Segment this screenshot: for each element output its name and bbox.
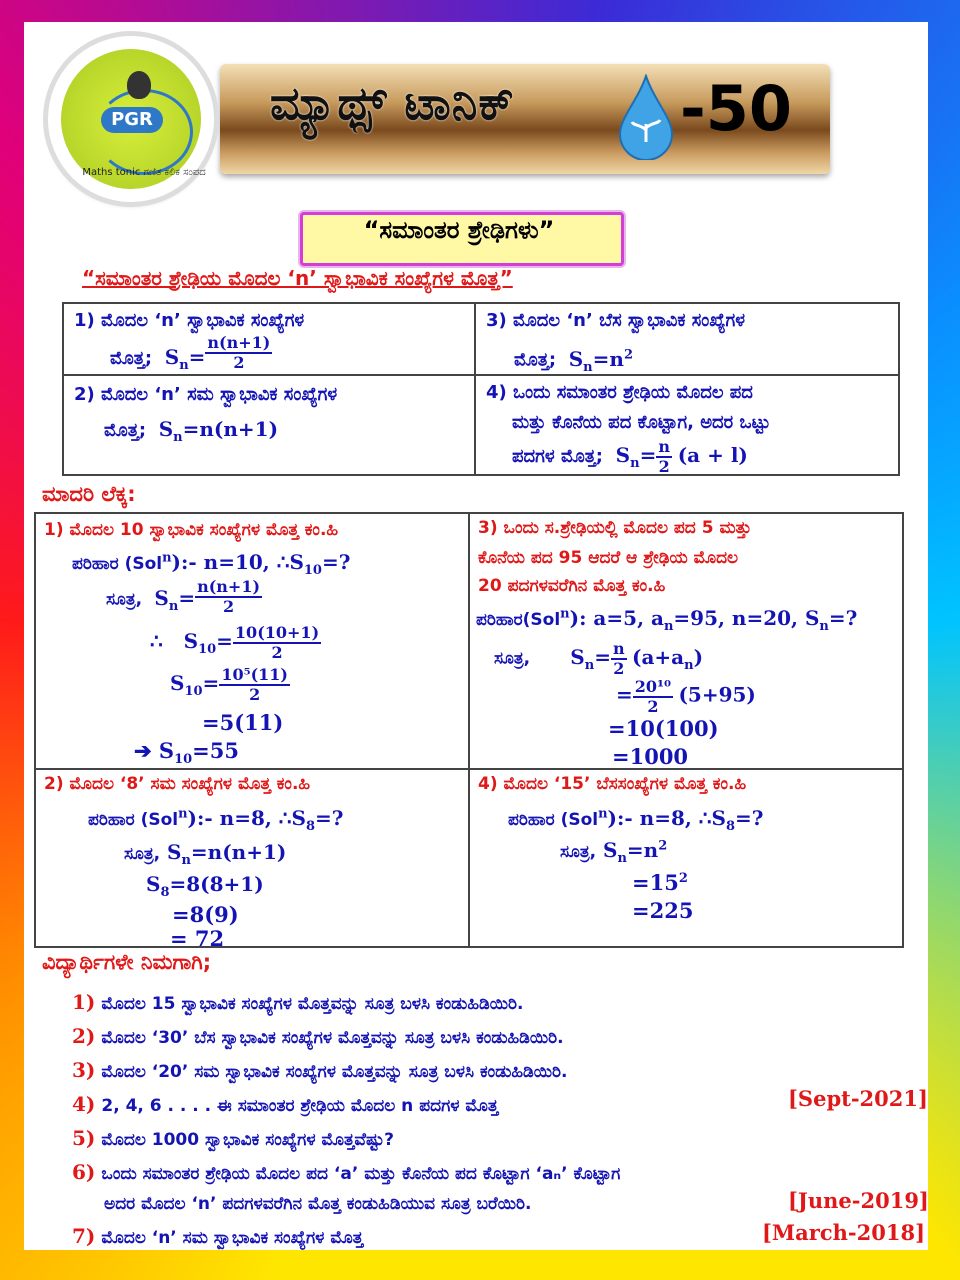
exam-tag: [Sept-2021] <box>788 1086 928 1111</box>
example-3-step-2: = $\frac{\text{20¹⁰}}{2}$ (5+95) <box>616 677 756 716</box>
example-2-step-1: ಸೂತ್ರ, $S_n=n(n+1)$ <box>124 840 287 868</box>
water-drop-icon <box>616 74 676 160</box>
logo-disc <box>61 49 206 189</box>
exercise-item: 2) ಮೊದಲ ‘30’ ಬೆಸ ಸ್ವಾಭಾವಿಕ ಸಂಖ್ಯೆಗಳ ಮೊತ್ತವನ್ನು ಸೂತ್ರ ಬಳಸಿ ಕಂಡುಹಿಡಿಯಿರಿ. <box>72 1024 564 1048</box>
logo-text: PGR <box>101 107 163 133</box>
exercise-item: 3) ಮೊದಲ ‘20’ ಸಮ ಸ್ವಾಭಾವಿಕ ಸಂಖ್ಯೆಗಳ ಮೊತ್ತವನ್ನು ಸೂತ್ರ ಬಳಸಿ ಕಂಡುಹಿಡಿಯಿರಿ. <box>72 1058 568 1082</box>
example-1-solution: ಪರಿಹಾರ (Sol$^n$):- n=10, $\therefore S_{10}=$? <box>72 550 351 578</box>
example-2-step-2: $S_8=8(8+1)$ <box>146 872 264 900</box>
exercise-item: 6) ಒಂದು ಸಮಾಂತರ ಶ್ರೇಢಿಯ ಮೊದಲ ಪದ ‘a’ ಮತ್ತು ಕೊನೆಯ ಪದ ಕೊಟ್ಟಾಗ ‘aₙ’ ಕೊಟ್ಟಾಗ <box>72 1160 621 1184</box>
examples-border-right <box>902 512 904 948</box>
portrait-icon <box>127 71 151 99</box>
example-3-step-1: ಸೂತ್ರ, $S_n=$ $\frac{n}{2}$ $(a+a_n)$ <box>494 639 704 678</box>
example-1-step-1: ಸೂತ್ರ, $S_n=$ $\frac{n(n+1)}{2}$ <box>106 577 261 616</box>
page-title: ಮ್ಯಾಥ್ಸ್ ಟಾನಿಕ್ <box>270 76 515 130</box>
formula-3: ಮೊತ್ತ; $S_n=n^2$ <box>514 346 633 375</box>
exam-tag: [June-2019] <box>788 1188 929 1213</box>
example-4-result: =225 <box>632 898 694 923</box>
example-1-step-4: =5(11) <box>202 710 284 735</box>
example-3-question-line1: 3) ಒಂದು ಸ.ಶ್ರೇಢಿಯಲ್ಲಿ ಮೊದಲ ಪದ 5 ಮತ್ತು <box>478 518 752 538</box>
example-3-question-line3: 20 ಪದಗಳವರೆಗಿನ ಮೊತ್ತ ಕಂ.ಹಿ <box>478 576 666 596</box>
issue-number: -50 <box>680 72 793 145</box>
example-2-result: = 72 <box>170 926 225 951</box>
formula-2-text: 2) ಮೊದಲ ‘n’ ಸಮ ಸ್ವಾಭಾವಿಕ ಸಂಖ್ಯೆಗಳ <box>74 384 338 405</box>
exercise-item: 1) ಮೊದಲ 15 ಸ್ವಾಭಾವಿಕ ಸಂಖ್ಯೆಗಳ ಮೊತ್ತವನ್ನು ಸೂತ್ರ ಬಳಸಿ ಕಂಡುಹಿಡಿಯಿರಿ. <box>72 990 524 1014</box>
example-1-result: ➔ $S_{10}=55$ <box>134 738 239 768</box>
section-subheading: “ಸಮಾಂತರ ಶ್ರೇಢಿಯ ಮೊದಲ ‘n’ ಸ್ವಾಭಾವಿಕ ಸಂಖ್ಯೆಗಳ ಮೊತ್ತ” <box>82 266 513 290</box>
examples-heading: ಮಾದರಿ ಲೆಕ್ಕ: <box>42 482 136 506</box>
formula-1: ಮೊತ್ತ; $S_n=$ $\frac{n(n+1)}{2}$ <box>110 333 271 373</box>
example-2-step-3: =8(9) <box>172 902 239 927</box>
example-3-solution: ಪರಿಹಾರ(Sol$^n$): a=5, $a_n=95$, n=20, $S_n=$? <box>476 606 858 634</box>
formula-3-text: 3) ಮೊದಲ ‘n’ ಬೆಸ ಸ್ವಾಭಾವಿಕ ಸಂಖ್ಯೆಗಳ <box>486 310 746 331</box>
formula-4-line2: ಮತ್ತು ಕೊನೆಯ ಪದ ಕೊಟ್ಟಾಗ, ಅದರ ಒಟ್ಟು <box>512 412 771 433</box>
example-2-solution: ಪರಿಹಾರ (Sol$^n$):- n=8, $\therefore S_8=$? <box>88 806 344 834</box>
exercises-heading: ವಿದ್ಯಾರ್ಥಿಗಳೇ ನಿಮಗಾಗಿ; <box>42 950 212 974</box>
formula-1-text: 1) ಮೊದಲ ‘n’ ಸ್ವಾಭಾವಿಕ ಸಂಖ್ಯೆಗಳ <box>74 310 305 331</box>
pgr-logo <box>48 36 214 202</box>
example-4-step-1: ಸೂತ್ರ, $S_n=n^2$ <box>560 838 668 866</box>
table-border-bottom <box>62 474 900 476</box>
exercise-item: 7) ಮೊದಲ ‘n’ ಸಮ ಸ್ವಾಭಾವಿಕ ಸಂಖ್ಯೆಗಳ ಮೊತ್ತ <box>72 1224 364 1248</box>
exercise-item-continuation: ಅದರ ಮೊದಲ ‘n’ ಪದಗಳವರೆಗಿನ ಮೊತ್ತ ಕಂಡುಹಿಡಿಯುವ ಸೂತ್ರ ಬರೆಯಿರಿ. <box>104 1194 532 1214</box>
table-border-left <box>62 302 64 476</box>
logo-subtitle: Maths tonic ಗಣಿತ ಕಲಿಕ ಸಂಪದ <box>82 167 206 178</box>
example-4-step-2: $=15^2$ <box>632 870 688 895</box>
example-2-question: 2) ಮೊದಲ ‘8’ ಸಮ ಸಂಖ್ಯೆಗಳ ಮೊತ್ತ ಕಂ.ಹಿ <box>44 774 311 794</box>
exercise-item: 4) 2, 4, 6 . . . . ಈ ಸಮಾಂತರ ಶ್ರೇಢಿಯ ಮೊದಲ n ಪದಗಳ ಮೊತ್ತ <box>72 1092 499 1116</box>
exercise-item: 5) ಮೊದಲ 1000 ಸ್ವಾಭಾವಿಕ ಸಂಖ್ಯೆಗಳ ಮೊತ್ತವೆಷ್ಟು? <box>72 1126 395 1150</box>
example-3-result: =1000 <box>612 744 689 769</box>
example-1-step-3: $S_{10}=$ $\frac{\text{10⁵(11)}}{2}$ <box>170 665 288 704</box>
example-1-question: 1) ಮೊದಲ 10 ಸ್ವಾಭಾವಿಕ ಸಂಖ್ಯೆಗಳ ಮೊತ್ತ ಕಂ.ಹಿ <box>44 520 339 540</box>
examples-divider <box>468 512 470 948</box>
example-1-step-2: ∴ $S_{10}=$ $\frac{10(10+1)}{2}$ <box>150 623 320 662</box>
formula-4: ಪದಗಳ ಮೊತ್ತ; $S_n=$ $\frac{n}{2}$ (a + l) <box>512 437 748 476</box>
table-border-right <box>898 302 900 476</box>
example-3-question-line2: ಕೊನೆಯ ಪದ 95 ಆದರೆ ಆ ಶ್ರೇಢಿಯ ಮೊದಲ <box>478 548 739 568</box>
example-4-solution: ಪರಿಹಾರ (Sol$^n$):- n=8, $\therefore S_8=$? <box>508 806 764 834</box>
topic-title: “ಸಮಾಂತರ ಶ್ರೇಢಿಗಳು” <box>363 216 555 244</box>
table-divider <box>474 302 476 476</box>
formula-4-line1: 4) ಒಂದು ಸಮಾಂತರ ಶ್ರೇಢಿಯ ಮೊದಲ ಪದ <box>486 382 753 403</box>
example-4-question: 4) ಮೊದಲ ‘15’ ಬೆಸಸಂಖ್ಯೆಗಳ ಮೊತ್ತ ಕಂ.ಹಿ <box>478 774 747 794</box>
exam-tag: [March-2018] <box>762 1220 926 1245</box>
examples-border-left <box>34 512 36 948</box>
formula-2: ಮೊತ್ತ; $S_n=n(n+1)$ <box>104 417 279 445</box>
example-3-step-3: =10(100) <box>608 716 719 741</box>
